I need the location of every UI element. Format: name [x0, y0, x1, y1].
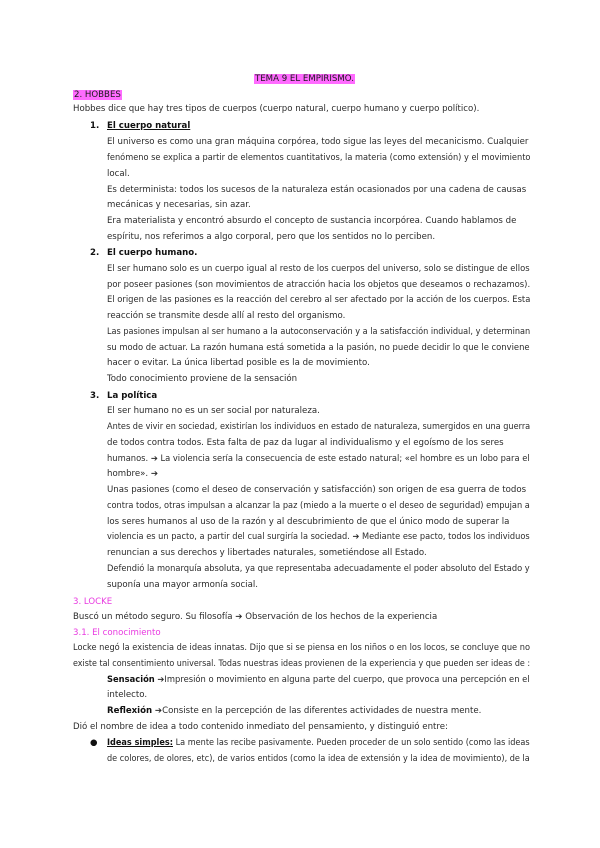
list-number: 3.: [90, 391, 100, 401]
paragraph-line: Antes de vivir en sociedad, existirían los individuos en estado de naturaleza, sumergidos en una guerra: [107, 422, 531, 432]
paragraph-line: existe tal consentimiento universal. Todas nuestras ideas provienen de la experiencia y que pueden ser ideas de :: [73, 659, 531, 669]
paragraph-line: Dió el nombre de idea a todo contenido inmediato del pensamiento, y distinguió entre:: [73, 722, 448, 732]
subsection-heading-conocimiento: 3.1. El conocimiento: [73, 628, 161, 638]
paragraph-line: suponía una mayor armonía social.: [107, 580, 258, 590]
paragraph-line: humanos. ➔ La violencia sería la consecuencia de este estado natural; «el hombre es un lobo para el: [107, 454, 530, 464]
paragraph-line: El ser humano solo es un cuerpo igual al resto de los cuerpos del universo, solo se distingue de ellos: [107, 264, 530, 274]
paragraph-line: Era materialista y encontró absurdo el concepto de sustancia incorpórea. Cuando hablamos de: [107, 216, 517, 226]
paragraph-line: de todos contra todos. Esta falta de paz da lugar al individualismo y el egoísmo de los seres: [107, 438, 504, 448]
definition-reflexion: [107, 706, 481, 717]
paragraph-line: de colores, de olores, etc), de varios entidos (como la idea de extensión y la idea de movimiento), de la: [107, 754, 530, 764]
term-text: ➔Impresión o movimiento en alguna parte del cuerpo, que provoca una percepción en el: [154, 675, 530, 685]
term-label: Sensación: [107, 675, 155, 685]
paragraph: Buscó un método seguro. Su filosofía ➔ Observación de los hechos de la experiencia: [73, 612, 438, 622]
term-text: La mente las recibe pasivamente. Pueden proceder de un solo sentido (como las ideas: [172, 738, 530, 748]
paragraph-line: espíritu, nos referimos a algo corporal, pero que los sentidos no lo perciben.: [107, 232, 436, 242]
definition-sensacion: [107, 675, 530, 686]
paragraph-line: El ser humano no es un ser social por naturaleza.: [107, 406, 320, 416]
paragraph-line: El origen de las pasiones es la reacción del cerebro al ser afectado por la acción de los cuerpos. Esta: [107, 295, 531, 305]
paragraph-line: contra todos, otras impulsan a alcanzar la paz (miedo a la muerte o el deseo de seguridad) empujan a: [107, 501, 530, 511]
section-heading-locke: 3. LOCKE: [73, 597, 113, 607]
paragraph-line: reacción se transmite desde allí al resto del organismo.: [107, 311, 346, 321]
paragraph-line: violencia es un pacto, a partir del cual surgiría la sociedad. ➔ Mediante ese pacto, todos los individuos: [107, 532, 530, 542]
paragraph-line: local.: [107, 169, 130, 179]
subsection-title: El cuerpo humano.: [107, 248, 198, 258]
paragraph-line: mecánicas y necesarias, sin azar.: [107, 200, 251, 210]
section-heading-hobbes: 2. HOBBES: [74, 90, 121, 100]
paragraph-line: Locke negó la existencia de ideas innatas. Dijo que si se piensa en los niños o en los locos, se concluye que no: [73, 643, 530, 653]
list-number: 2.: [90, 248, 100, 258]
paragraph-line: Es determinista: todos los sucesos de la naturaleza están ocasionados por una cadena de causas: [107, 185, 527, 195]
paragraph-line: por poseer pasiones (son movimientos de atracción hacia los objetos que deseamos o rechazamos).: [107, 280, 531, 290]
list-number: 1.: [90, 121, 100, 131]
paragraph-line: Las pasiones impulsan al ser humano a la autoconservación y a la satisfacción individual, y determinan: [107, 327, 531, 337]
term-label: Ideas simples:: [107, 738, 173, 748]
term-text: ➔Consiste en la percepción de las diferentes actividades de nuestra mente.: [152, 706, 482, 716]
paragraph-line: El universo es como una gran máquina corpórea, todo sigue las leyes del mecanicismo. Cualquier: [107, 137, 529, 147]
paragraph-line: Todo conocimiento proviene de la sensación: [107, 374, 298, 384]
paragraph-line: su modo de actuar. La razón humana está sometida a la pasión, no puede decidir lo que le conviene: [107, 343, 530, 353]
subsection-title: El cuerpo natural: [107, 121, 191, 131]
paragraph-line: Unas pasiones (como el deseo de conservación y satisfacción) son origen de esa guerra de todos: [107, 485, 527, 495]
term-label: Reflexión: [107, 706, 153, 716]
subsection-title: La política: [107, 391, 158, 401]
paragraph-line: hombre». ➔: [107, 469, 159, 479]
paragraph-line: los seres humanos al uso de la razón y al descubrimiento de que el único modo de superar la: [107, 517, 510, 527]
paragraph-line: intelecto.: [107, 690, 148, 700]
paragraph-line: renuncian a sus derechos y libertades naturales, sometiéndose all Estado.: [107, 548, 427, 558]
paragraph-line: fenómeno se explica a partir de elementos cuantitativos, la materia (como extensión) y el movimiento: [107, 153, 531, 163]
paragraph-line: hacer o evitar. La única libertad posible es la de movimiento.: [107, 358, 370, 368]
bullet-icon: ●: [90, 738, 98, 748]
list-item-ideas-simples: [107, 738, 530, 749]
paragraph-line: Defendió la monarquía absoluta, ya que representaba adecuadamente el poder absoluto del Estado y: [107, 564, 530, 574]
paragraph: Hobbes dice que hay tres tipos de cuerpos (cuerpo natural, cuerpo humano y cuerpo político).: [73, 104, 480, 114]
document-title: TEMA 9 EL EMPIRISMO.: [255, 74, 354, 84]
